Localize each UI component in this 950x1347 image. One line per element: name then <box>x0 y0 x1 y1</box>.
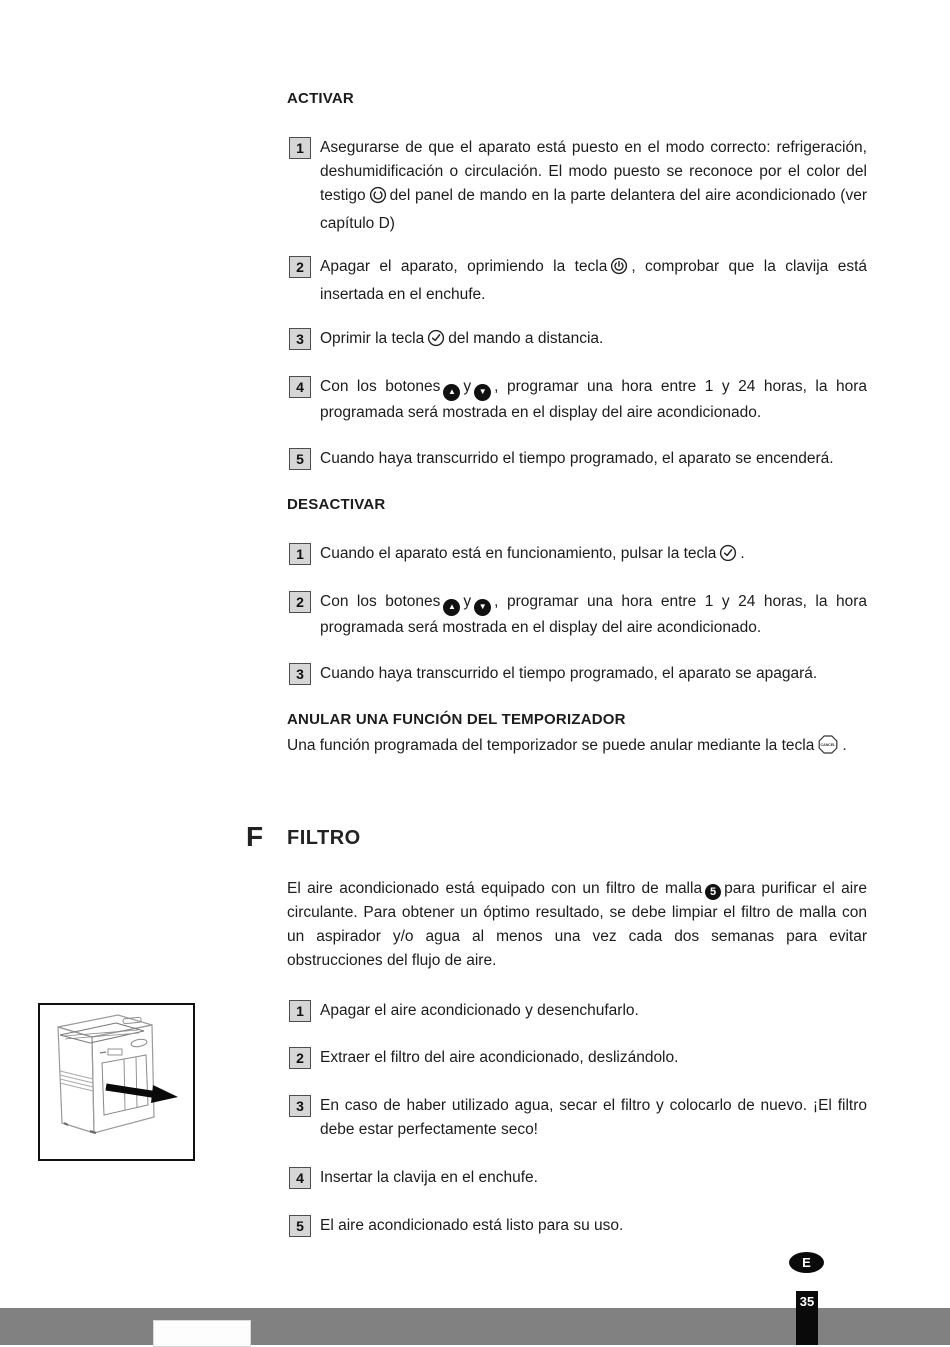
page-number-tab: 35 <box>796 1291 818 1345</box>
step-text: Extraer el filtro del aire acondicionado, deslizándolo. <box>320 1049 679 1066</box>
step-number-box: 1 <box>289 137 311 159</box>
step-number-box: 3 <box>289 328 311 350</box>
air-conditioner-illustration <box>38 1003 195 1161</box>
step-number-box: 4 <box>289 1167 311 1189</box>
filtro-step-4 <box>289 1166 867 1190</box>
step-number-box: 5 <box>289 1215 311 1237</box>
activar-step-3 <box>289 327 867 355</box>
activar-step-2 <box>289 255 867 307</box>
section-letter: F <box>246 821 264 852</box>
filtro-step-1 <box>289 999 867 1023</box>
activar-step-5 <box>289 447 867 471</box>
step-number-box: 4 <box>289 376 311 398</box>
step-number-box: 3 <box>289 1095 311 1117</box>
filtro-intro-paragraph: El aire acondicionado está equipado con un filtro de malla 5 para purificar el aire circulante. Para obtener un óptimo resultado, se debe limpiar el filtro de malla con un aspirador y/o agua al menos una vez cada dos semanas para evitar obstrucciones del flujo de aire. <box>287 880 868 969</box>
svg-text:CANCEL: CANCEL <box>820 742 836 747</box>
step-text: Con los botones ▲ y ▼ , programar una hora entre 1 y 24 horas, la hora programada será mostrada en el display del aire acondicionado. <box>320 378 867 421</box>
step-text: En caso de haber utilizado agua, secar el filtro y colocarlo de nuevo. ¡El filtro debe estar perfectamente seco! <box>320 1097 867 1138</box>
language-badge: E <box>789 1252 824 1273</box>
step-text: El aire acondicionado está listo para su uso. <box>320 1217 624 1234</box>
anular-heading: ANULAR UNA FUNCIÓN DEL TEMPORIZADOR <box>287 711 626 728</box>
timer-button-icon <box>427 329 445 355</box>
desactivar-step-2 <box>289 590 867 640</box>
power-button-icon <box>610 257 628 283</box>
desactivar-heading: DESACTIVAR <box>287 496 386 513</box>
step-number-box: 1 <box>289 543 311 565</box>
filter-part-number-badge: 5 <box>705 884 721 900</box>
cancel-button-icon <box>817 734 839 763</box>
up-button-icon: ▲ <box>443 384 460 401</box>
footer-white-box <box>153 1320 251 1347</box>
filtro-step-3 <box>289 1094 867 1142</box>
filtro-step-5 <box>289 1214 867 1238</box>
down-button-icon: ▼ <box>474 599 491 616</box>
step-number-box: 2 <box>289 1047 311 1069</box>
step-text: Cuando haya transcurrido el tiempo programado, el aparato se apagará. <box>320 665 818 682</box>
step-number-box: 1 <box>289 1000 311 1022</box>
activar-step-4 <box>289 375 867 425</box>
filtro-step-2 <box>289 1046 867 1070</box>
desactivar-step-3 <box>289 662 867 686</box>
step-text: Cuando haya transcurrido el tiempo programado, el aparato se encenderá. <box>320 450 834 467</box>
step-number-box: 2 <box>289 591 311 613</box>
step-text: Asegurarse de que el aparato está puesto en el modo correcto: refrigeración, deshumidificación o circulación. El modo puesto se reconoce por el color del testigo del panel de mando en la parte delantera del aire acondicionado (ver capítulo D) <box>320 139 867 232</box>
step-number-box: 3 <box>289 663 311 685</box>
slide-arrow <box>106 1085 178 1103</box>
step-text: Oprimir la tecla del mando a distancia. <box>320 327 867 355</box>
step-text: Apagar el aparato, oprimiendo la tecla , comprobar que la clavija está insertada en el enchufe. <box>320 258 867 303</box>
step-text: Con los botones ▲ y ▼ , programar una hora entre 1 y 24 horas, la hora programada será mostrada en el display del aire acondicionado. <box>320 593 867 636</box>
step-number-box: 2 <box>289 256 311 278</box>
down-button-icon: ▼ <box>474 384 491 401</box>
step-text: Cuando el aparato está en funcionamiento, pulsar la tecla . <box>320 542 867 570</box>
filtro-heading: FILTRO <box>287 827 361 849</box>
step-number-box: 5 <box>289 448 311 470</box>
activar-step-1 <box>289 136 867 236</box>
timer-button-icon <box>719 544 737 570</box>
step-text: Apagar el aire acondicionado y desenchufarlo. <box>320 1002 639 1019</box>
air-conditioner-drawing <box>40 1005 189 1155</box>
desactivar-step-1 <box>289 542 867 570</box>
step-text: Insertar la clavija en el enchufe. <box>320 1169 538 1186</box>
mode-indicator-icon <box>369 186 387 212</box>
activar-heading: ACTIVAR <box>287 90 354 107</box>
anular-paragraph: Una función programada del temporizador se puede anular mediante la tecla CANCEL . <box>287 734 867 763</box>
up-button-icon: ▲ <box>443 599 460 616</box>
